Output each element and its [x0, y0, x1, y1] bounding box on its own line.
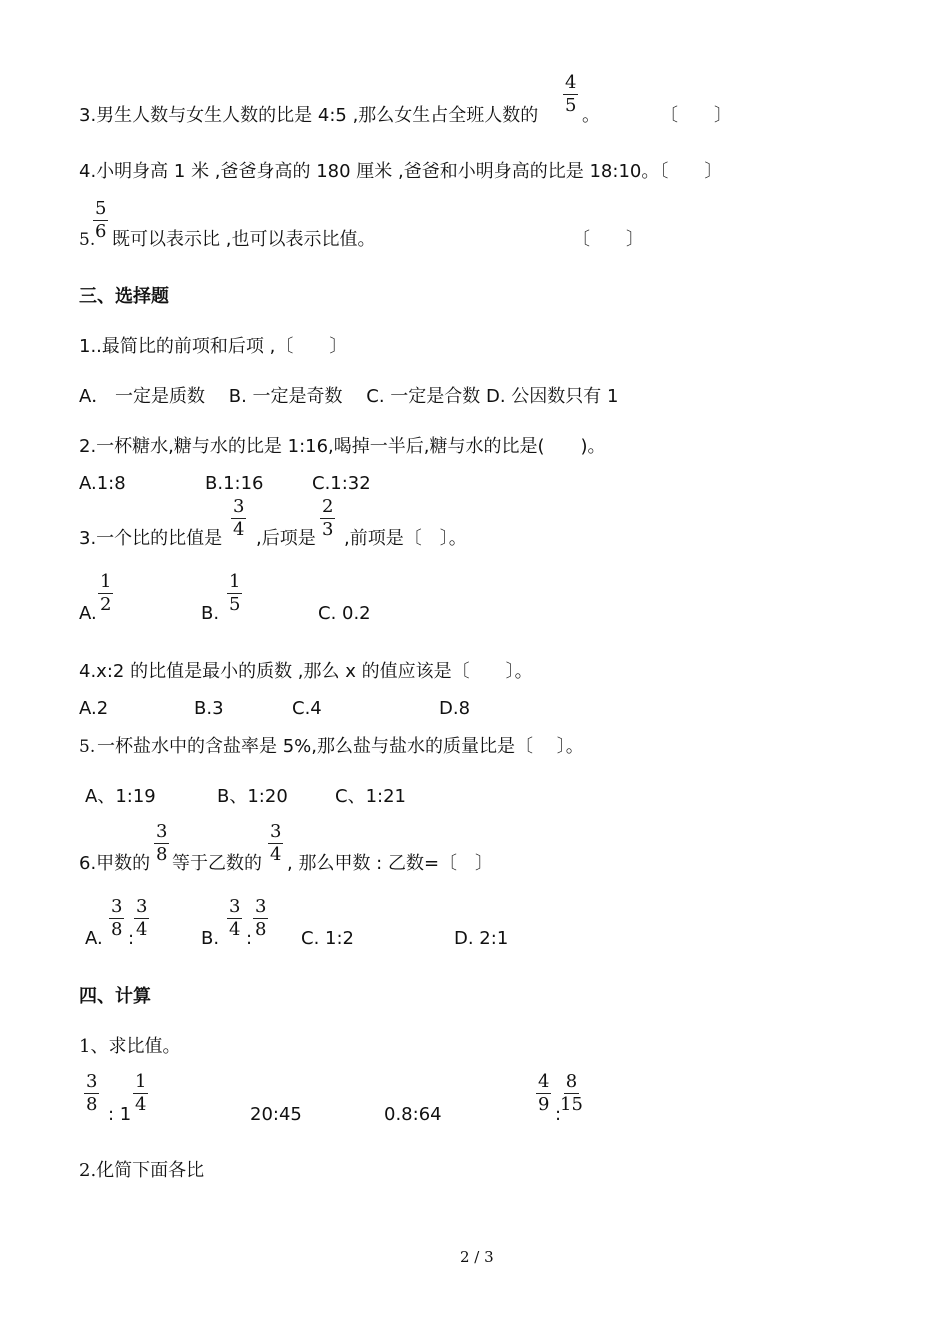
s4-expr3: 0.8:64 [384, 1104, 442, 1125]
s3-q6-option-b: B. [201, 928, 220, 949]
s4-expr1-fraction2: $\frac{1}{4}$ [135, 1071, 147, 1115]
s3-q3-option-b: B. [201, 603, 220, 624]
s3-q6-option-d: D. 2:1 [454, 928, 509, 949]
s4-expr1-mid: : 1 [108, 1104, 132, 1125]
s4-q2-label: 2.化简下面各比 [79, 1160, 205, 1181]
s3-q6-option-a-fraction1: $\frac{3}{8}$ [111, 896, 123, 940]
s3-q3-text1: 3.一个比的比值是 [79, 528, 223, 549]
s3-q6-option-a-colon: : [128, 928, 135, 949]
s3-q5-option-b: B、1:20 [217, 786, 288, 807]
s4-expr4-colon: : [555, 1104, 562, 1125]
q5-fraction: $\frac{5}{6}$ [95, 198, 107, 242]
s4-expr4-fraction2: $\frac{8}{15}$ [560, 1071, 583, 1115]
s3-q4-option-a: A.2 [79, 698, 109, 719]
s3-q4-option-b: B.3 [194, 698, 224, 719]
s3-q6-fraction2: $\frac{3}{4}$ [270, 821, 282, 865]
s3-q4-option-c: C.4 [292, 698, 322, 719]
s3-q1-options: A． 一定是质数 B. 一定是奇数 C. 一定是合数 D. 公因数只有 1 [79, 386, 619, 407]
s3-q5-number: 5. [79, 737, 96, 757]
s4-expr1-fraction1: $\frac{3}{8}$ [86, 1071, 98, 1115]
s3-q5-option-a: A、1:19 [85, 786, 156, 807]
s3-q4-option-d: D.8 [439, 698, 471, 719]
s3-q6-text2: 等于乙数的 [172, 853, 262, 874]
s3-q6-option-b-fraction2: $\frac{3}{8}$ [255, 896, 267, 940]
s3-q2-option-c: C.1:32 [312, 473, 371, 494]
s4-q1-label: 1、求比值。 [79, 1036, 181, 1057]
section3-heading: 三、选择题 [79, 286, 169, 307]
q5-text: 既可以表示比 ,也可以表示比值。 [112, 229, 376, 250]
q3-fraction: $\frac{4}{5}$ [565, 72, 577, 116]
s4-expr4-fraction1: $\frac{4}{9}$ [538, 1071, 550, 1115]
s3-q5-option-c: C、1:21 [335, 786, 406, 807]
s3-q6-fraction1: $\frac{3}{8}$ [156, 821, 168, 865]
s3-q3-option-c: C. 0.2 [318, 603, 371, 624]
s3-q3-fraction1: $\frac{3}{4}$ [233, 496, 245, 540]
s4-expr2: 20:45 [250, 1104, 302, 1125]
q4-text: 4.小明身高 1 米 ,爸爸身高的 180 厘米 ,爸爸和小明身高的比是 18:10。〔 〕 [79, 161, 723, 182]
s3-q3-option-a: A. [79, 603, 97, 624]
s3-q3-fraction2: $\frac{2}{3}$ [322, 496, 334, 540]
s3-q2-stem: 2.一杯糖水,糖与水的比是 1:16,喝掉一半后,糖与水的比是( )。 [79, 436, 606, 457]
s3-q5-stem: 一杯盐水中的含盐率是 5%,那么盐与盐水的质量比是〔 〕。 [97, 736, 584, 757]
s3-q2-option-a: A.1:8 [79, 473, 126, 494]
s3-q6-text3: , 那么甲数 : 乙数=〔 〕 [287, 853, 494, 874]
s3-q6-option-a: A. [85, 928, 103, 949]
q3-period: 。 [582, 105, 600, 126]
q3-text: 3.男生人数与女生人数的比是 4:5 ,那么女生占全班人数的 [79, 105, 539, 126]
s3-q4-stem: 4.x:2 的比值是最小的质数 ,那么 x 的值应该是〔 〕。 [79, 661, 533, 682]
s3-q3-text2: ,后项是 [256, 528, 316, 549]
q3-answer-blank: 〔 〕 [660, 105, 732, 126]
s3-q6-option-b-fraction1: $\frac{3}{4}$ [229, 896, 241, 940]
s3-q6-text1: 6.甲数的 [79, 853, 151, 874]
s3-q3-text3: ,前项是〔 〕。 [344, 528, 467, 549]
q5-number: 5. [79, 230, 96, 250]
q5-answer-blank: 〔 〕 [572, 229, 644, 250]
s3-q1-stem: 1..最简比的前项和后项 ,〔 〕 [79, 336, 348, 357]
s3-q6-option-c: C. 1:2 [301, 928, 354, 949]
section4-heading: 四、计算 [79, 986, 151, 1007]
s3-q6-option-b-colon: : [246, 928, 253, 949]
s3-q2-option-b: B.1:16 [205, 473, 264, 494]
page-number: 2 / 3 [460, 1248, 494, 1266]
s3-q3-option-a-fraction: $\frac{1}{2}$ [100, 571, 112, 615]
s3-q3-option-b-fraction: $\frac{1}{5}$ [229, 571, 241, 615]
s3-q6-option-a-fraction2: $\frac{3}{4}$ [136, 896, 148, 940]
